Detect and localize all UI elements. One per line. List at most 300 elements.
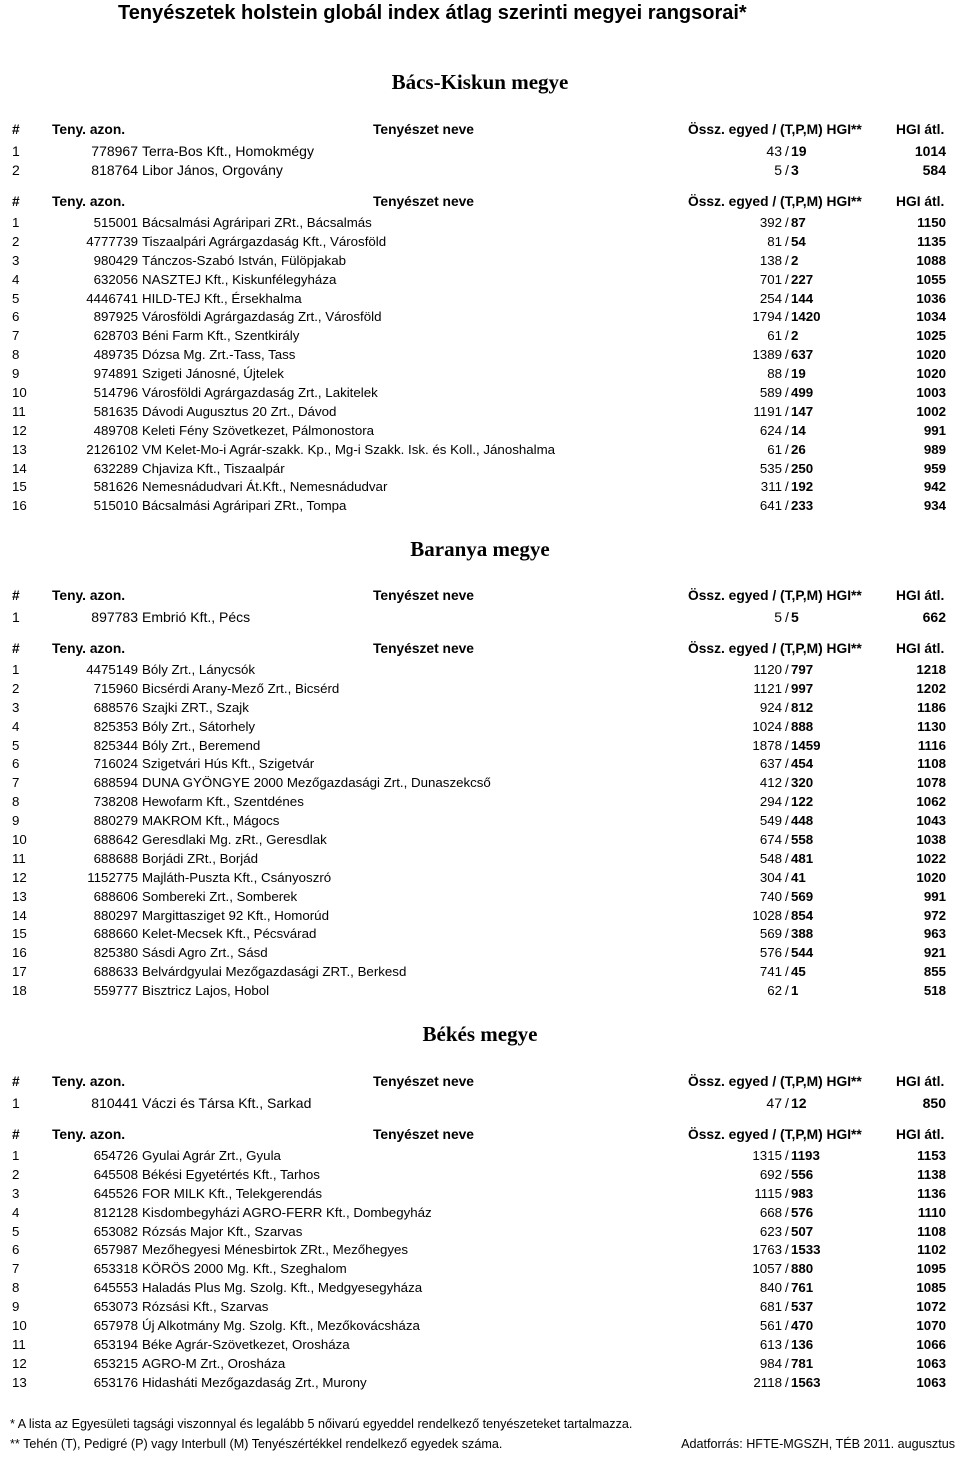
- table-row: [0, 850, 960, 869]
- row-separator: /: [785, 813, 789, 829]
- row-total: 294: [759, 794, 782, 810]
- row-rank: 3: [12, 699, 20, 715]
- row-total: 1057: [752, 1261, 782, 1277]
- row-rank: 4: [12, 718, 20, 734]
- row-hgi-avg: 1150: [917, 215, 946, 230]
- row-rank: 11: [12, 850, 26, 866]
- row-herd-name: MAKROM Kft., Mágocs: [142, 813, 280, 829]
- row-hgi-count: 144: [791, 290, 814, 306]
- row-separator: /: [785, 926, 789, 942]
- row-separator: /: [785, 1336, 789, 1352]
- table-row: [0, 327, 960, 346]
- row-hgi-avg: 855: [923, 964, 946, 980]
- row-separator: /: [785, 609, 789, 625]
- footnote-1: * A lista az Egyesületi tagsági viszonnyal és legalább 5 nőivarú egyeddel rendelkező tenyészeteket tartalmazza.: [10, 1417, 633, 1431]
- row-hgi-avg: 1020: [916, 366, 946, 382]
- row-hgi-count: 481: [791, 850, 814, 866]
- row-hgi-count: 388: [791, 926, 814, 942]
- row-rank: 11: [12, 403, 26, 419]
- row-separator: /: [785, 366, 789, 382]
- row-herd-name: Borjádi ZRt., Borjád: [142, 850, 259, 866]
- row-total: 5: [774, 609, 782, 625]
- row-herd-id: 514796: [93, 385, 138, 401]
- row-separator: /: [785, 479, 789, 495]
- row-separator: /: [785, 233, 789, 249]
- row-rank: 8: [12, 794, 20, 810]
- header-hgi-avg: HGI átl.: [896, 1127, 945, 1142]
- row-herd-id: 515010: [93, 498, 138, 514]
- table-row: [0, 907, 960, 926]
- row-hgi-avg: 959: [923, 460, 946, 476]
- row-separator: /: [785, 850, 789, 866]
- row-hgi-avg: 1088: [916, 252, 946, 268]
- table-row: [0, 290, 960, 309]
- row-separator: /: [785, 441, 789, 457]
- row-herd-id: 1152775: [87, 869, 138, 885]
- table-baranya-small: [0, 584, 960, 627]
- row-hgi-avg: 1055: [916, 271, 946, 287]
- table-row: [0, 718, 960, 737]
- row-rank: 4: [12, 1204, 20, 1220]
- row-rank: 18: [12, 983, 27, 999]
- row-hgi-avg: 1072: [916, 1299, 946, 1315]
- header-herd-name: Tenyészet neve: [373, 1074, 474, 1089]
- row-total: 1028: [752, 907, 782, 923]
- table-header: [0, 1070, 960, 1094]
- row-herd-id: 688606: [93, 888, 138, 904]
- row-hgi-count: 19: [791, 366, 806, 382]
- row-separator: /: [785, 718, 789, 734]
- row-hgi-avg: 1003: [916, 385, 946, 401]
- row-total: 2118: [753, 1374, 782, 1390]
- row-herd-id: 4777739: [86, 233, 138, 249]
- row-herd-id: 632056: [93, 271, 138, 287]
- table-row: [0, 1147, 960, 1166]
- row-total: 641: [759, 498, 782, 514]
- row-herd-name: Haladás Plus Mg. Szolg. Kft., Medgyesegyháza: [142, 1280, 423, 1296]
- row-hgi-avg: 1202: [916, 680, 946, 696]
- row-separator: /: [785, 775, 789, 791]
- row-rank: 8: [12, 347, 20, 363]
- row-herd-name: Békési Egyetértés Kft., Tarhos: [142, 1166, 320, 1182]
- row-hgi-avg: 1038: [916, 832, 946, 848]
- row-hgi-count: 983: [791, 1185, 814, 1201]
- row-herd-name: Margittasziget 92 Kft., Homorúd: [142, 907, 329, 923]
- row-rank: 2: [12, 1166, 20, 1182]
- row-herd-id: 688633: [93, 964, 138, 980]
- row-hgi-count: 2: [791, 252, 799, 268]
- table-row: [0, 982, 960, 1001]
- row-hgi-avg: 1022: [916, 850, 946, 866]
- row-rank: 14: [12, 907, 27, 923]
- header-hgi-avg: HGI átl.: [896, 588, 945, 603]
- section-title-baranya: Baranya megye: [410, 537, 550, 561]
- row-total: 1763: [752, 1242, 782, 1258]
- table-row: [0, 1336, 960, 1355]
- row-herd-id: 715960: [93, 680, 138, 696]
- row-total: 1120: [753, 662, 782, 677]
- row-hgi-avg: 662: [922, 609, 946, 625]
- row-total: 535: [759, 460, 782, 476]
- row-herd-name: Szigeti Jánosné, Újtelek: [142, 366, 284, 382]
- table-row: [0, 497, 960, 516]
- footnotes: [10, 1415, 955, 1455]
- row-total: 674: [759, 832, 782, 848]
- row-hgi-avg: 1116: [917, 737, 946, 753]
- row-herd-id: 653194: [93, 1336, 138, 1352]
- row-hgi-avg: 1108: [917, 1223, 946, 1239]
- row-herd-id: 897783: [91, 609, 138, 625]
- row-herd-name: VM Kelet-Mo-i Agrár-szakk. Kp., Mg-i Szakk. Isk. és Koll., Jánoshalma: [142, 441, 556, 457]
- row-rank: 1: [12, 1148, 20, 1163]
- row-separator: /: [785, 1355, 789, 1371]
- row-total: 576: [759, 945, 782, 961]
- table-row: [0, 1279, 960, 1298]
- row-hgi-count: 507: [791, 1223, 814, 1239]
- table-row: [0, 831, 960, 850]
- row-separator: /: [785, 422, 789, 438]
- row-hgi-count: 87: [791, 215, 806, 230]
- row-total: 623: [759, 1223, 782, 1239]
- row-separator: /: [785, 143, 789, 159]
- row-hgi-count: 14: [791, 422, 806, 438]
- row-hgi-count: 537: [791, 1299, 814, 1315]
- row-rank: 11: [12, 1336, 26, 1352]
- row-herd-name: Sásdi Agro Zrt., Sásd: [142, 945, 268, 961]
- row-hgi-count: 1533: [791, 1242, 821, 1258]
- row-separator: /: [785, 964, 789, 980]
- table-row: [0, 737, 960, 756]
- row-total: 548: [759, 850, 782, 866]
- row-total: 61: [767, 441, 782, 457]
- row-hgi-count: 5: [791, 609, 799, 625]
- row-separator: /: [785, 161, 789, 178]
- row-rank: 16: [12, 498, 27, 514]
- table-row: [0, 346, 960, 365]
- row-separator: /: [785, 907, 789, 923]
- row-herd-id: 654726: [93, 1148, 138, 1163]
- row-total: 61: [767, 328, 782, 344]
- row-hgi-count: 1193: [791, 1148, 820, 1163]
- row-hgi-avg: 1063: [916, 1355, 946, 1371]
- row-rank: 17: [12, 964, 27, 980]
- table-row: [0, 308, 960, 327]
- row-hgi-count: 558: [791, 832, 814, 848]
- row-rank: 6: [12, 1242, 20, 1258]
- row-herd-name: Dózsa Mg. Zrt.-Tass, Tass: [142, 347, 296, 363]
- row-rank: 5: [12, 290, 20, 306]
- header-rank: #: [12, 122, 20, 137]
- row-hgi-avg: 1102: [917, 1242, 946, 1258]
- row-hgi-avg: 1130: [917, 718, 946, 734]
- row-total: 701: [759, 271, 782, 287]
- row-herd-name: Nemesnádudvari Át.Kft., Nemesnádudvar: [142, 479, 388, 495]
- row-hgi-avg: 1034: [916, 309, 946, 325]
- row-total: 392: [759, 215, 782, 230]
- row-herd-id: 632289: [93, 460, 138, 476]
- row-rank: 14: [12, 460, 27, 476]
- row-herd-id: 688660: [93, 926, 138, 942]
- row-separator: /: [785, 385, 789, 401]
- row-hgi-count: 1: [791, 983, 799, 999]
- row-herd-id: 818764: [91, 161, 138, 178]
- row-hgi-count: 1563: [791, 1374, 821, 1390]
- row-separator: /: [785, 215, 789, 230]
- table-row: [0, 699, 960, 718]
- row-total: 1315: [752, 1148, 782, 1163]
- row-herd-name: DUNA GYÖNGYE 2000 Mezőgazdasági Zrt., Dunaszekcső: [142, 775, 491, 791]
- table-row: [0, 1094, 960, 1113]
- row-separator: /: [785, 1095, 789, 1111]
- row-hgi-count: 45: [791, 964, 806, 980]
- row-separator: /: [785, 1374, 789, 1390]
- row-herd-name: Szajki ZRT., Szajk: [142, 699, 249, 715]
- row-hgi-count: 448: [791, 813, 814, 829]
- row-herd-id: 974891: [93, 366, 138, 382]
- header-herd-name: Tenyészet neve: [373, 194, 474, 209]
- row-hgi-avg: 1110: [917, 1204, 946, 1220]
- row-herd-name: Béni Farm Kft., Szentkirály: [142, 328, 300, 344]
- row-total: 613: [759, 1336, 782, 1352]
- header-total-hgi: Össz. egyed / (T,P,M) HGI**: [688, 122, 862, 137]
- table-bekes-large: [0, 1123, 960, 1393]
- table-row: [0, 1298, 960, 1317]
- row-hgi-avg: 942: [923, 479, 946, 495]
- section-title-bekes: Békés megye: [422, 1022, 538, 1046]
- header-hgi-avg: HGI átl.: [896, 1074, 945, 1089]
- header-total-hgi: Össz. egyed / (T,P,M) HGI**: [688, 1074, 862, 1089]
- row-rank: 9: [12, 366, 20, 382]
- row-herd-id: 645508: [93, 1166, 138, 1182]
- table-row: [0, 1223, 960, 1242]
- header-hgi-avg: HGI átl.: [896, 122, 945, 137]
- header-total-hgi: Össz. egyed / (T,P,M) HGI**: [688, 588, 862, 603]
- row-hgi-count: 761: [791, 1280, 814, 1296]
- table-row: [0, 422, 960, 441]
- row-hgi-avg: 1085: [916, 1280, 946, 1296]
- row-separator: /: [785, 662, 789, 677]
- row-herd-name: Váczi és Társa Kft., Sarkad: [142, 1095, 312, 1111]
- header-total-hgi: Össz. egyed / (T,P,M) HGI**: [688, 1127, 862, 1142]
- row-herd-name: Majláth-Puszta Kft., Csányoszró: [142, 869, 332, 885]
- row-herd-id: 559777: [93, 983, 138, 999]
- row-separator: /: [785, 271, 789, 287]
- header-total-hgi: Össz. egyed / (T,P,M) HGI**: [688, 641, 862, 656]
- row-rank: 8: [12, 1280, 20, 1296]
- row-separator: /: [785, 1318, 789, 1334]
- row-total: 1191: [753, 403, 782, 419]
- row-total: 624: [759, 422, 782, 438]
- table-row: [0, 161, 960, 180]
- header-herd-name: Tenyészet neve: [373, 1127, 474, 1142]
- row-herd-id: 880279: [93, 813, 138, 829]
- row-total: 637: [759, 756, 782, 772]
- row-herd-name: Hewofarm Kft., Szentdénes: [142, 794, 304, 810]
- row-herd-name: Sombereki Zrt., Somberek: [142, 888, 298, 904]
- row-separator: /: [785, 756, 789, 772]
- row-hgi-count: 997: [791, 680, 814, 696]
- row-total: 740: [759, 888, 782, 904]
- table-row: [0, 460, 960, 479]
- row-hgi-count: 192: [791, 479, 814, 495]
- row-rank: 13: [12, 1374, 27, 1390]
- table-row: [0, 271, 960, 290]
- row-hgi-count: 556: [791, 1166, 814, 1182]
- row-herd-id: 688594: [93, 775, 138, 791]
- row-herd-name: Városföldi Agrárgazdaság Zrt., Lakitelek: [142, 385, 378, 401]
- table-row: [0, 661, 960, 680]
- row-herd-id: 810441: [91, 1095, 138, 1111]
- row-hgi-count: 781: [791, 1355, 814, 1371]
- row-hgi-avg: 1070: [916, 1318, 946, 1334]
- row-separator: /: [785, 1299, 789, 1315]
- row-hgi-avg: 1025: [916, 328, 946, 344]
- data-source: Adatforrás: HFTE-MGSZH, TÉB 2011. augusztus: [681, 1436, 955, 1451]
- table-row: [0, 478, 960, 497]
- row-herd-name: Bácsalmási Agráripari ZRt., Tompa: [142, 498, 347, 514]
- row-herd-name: Bisztricz Lajos, Hobol: [142, 983, 270, 999]
- row-separator: /: [785, 1242, 789, 1258]
- table-row: [0, 963, 960, 982]
- row-hgi-avg: 1153: [917, 1148, 946, 1163]
- row-herd-id: 688642: [93, 832, 138, 848]
- row-rank: 7: [12, 775, 20, 791]
- row-hgi-avg: 1136: [917, 1185, 946, 1201]
- header-herd-name: Tenyészet neve: [373, 588, 474, 603]
- row-herd-name: NASZTEJ Kft., Kiskunfélegyháza: [142, 271, 337, 287]
- row-rank: 15: [12, 479, 27, 495]
- row-total: 304: [759, 869, 782, 885]
- table-row: [0, 680, 960, 699]
- row-herd-id: 688576: [93, 699, 138, 715]
- row-total: 1121: [753, 680, 782, 696]
- row-total: 1115: [754, 1185, 782, 1201]
- row-hgi-count: 797: [791, 662, 814, 677]
- table-row: [0, 1185, 960, 1204]
- row-separator: /: [785, 1261, 789, 1277]
- row-separator: /: [785, 1185, 789, 1201]
- header-herd-id: Teny. azon.: [52, 122, 126, 137]
- row-total: 43: [766, 143, 782, 159]
- row-rank: 1: [12, 609, 20, 625]
- table-row: [0, 1355, 960, 1374]
- row-total: 561: [759, 1318, 782, 1334]
- row-herd-name: Bóly Zrt., Beremend: [142, 737, 261, 753]
- row-rank: 6: [12, 756, 20, 772]
- table-header: [0, 584, 960, 608]
- row-hgi-count: 250: [791, 460, 814, 476]
- table-bacs-kiskun-small: [0, 118, 960, 180]
- row-herd-id: 653215: [93, 1355, 138, 1371]
- header-herd-name: Tenyészet neve: [373, 641, 474, 656]
- row-herd-id: 645553: [93, 1280, 138, 1296]
- table-row: [0, 888, 960, 907]
- row-total: 1878: [752, 737, 782, 753]
- row-separator: /: [785, 1204, 789, 1220]
- footnote-2: [10, 1435, 955, 1455]
- row-rank: 1: [12, 662, 20, 677]
- row-separator: /: [785, 498, 789, 514]
- row-hgi-avg: 972: [923, 907, 946, 923]
- table-row: [0, 1166, 960, 1185]
- row-herd-id: 489735: [93, 347, 138, 363]
- row-herd-name: Embrió Kft., Pécs: [142, 609, 251, 625]
- row-herd-id: 980429: [93, 252, 138, 268]
- row-herd-name: Geresdlaki Mg. zRt., Geresdlak: [142, 832, 327, 848]
- table-row: [0, 755, 960, 774]
- header-herd-id: Teny. azon.: [52, 641, 126, 656]
- row-herd-id: 657987: [93, 1242, 138, 1258]
- row-hgi-count: 812: [791, 699, 814, 715]
- row-total: 984: [759, 1355, 782, 1371]
- row-separator: /: [785, 945, 789, 961]
- row-hgi-avg: 991: [923, 422, 946, 438]
- row-herd-id: 653176: [93, 1374, 138, 1390]
- header-herd-id: Teny. azon.: [52, 1127, 126, 1142]
- row-hgi-avg: 1014: [914, 143, 946, 159]
- row-hgi-count: 569: [791, 888, 814, 904]
- row-rank: 6: [12, 309, 20, 325]
- row-herd-name: Dávodi Augusztus 20 Zrt., Dávod: [142, 403, 337, 419]
- row-hgi-avg: 584: [922, 161, 946, 178]
- table-row: [0, 869, 960, 888]
- row-hgi-count: 12: [791, 1095, 807, 1111]
- row-rank: 5: [12, 737, 20, 753]
- row-hgi-avg: 1078: [916, 775, 946, 791]
- row-herd-name: FOR MILK Kft., Telekgerendás: [142, 1185, 323, 1201]
- row-hgi-count: 499: [791, 385, 814, 401]
- table-row: [0, 793, 960, 812]
- row-herd-id: 653082: [93, 1223, 138, 1239]
- section-title-bacs-kiskun: Bács-Kiskun megye: [391, 70, 569, 94]
- table-row: [0, 774, 960, 793]
- row-separator: /: [785, 1280, 789, 1296]
- table-row: [0, 1241, 960, 1260]
- row-herd-name: Gyulai Agrár Zrt., Gyula: [142, 1148, 281, 1163]
- row-herd-name: Chjaviza Kft., Tiszaalpár: [142, 460, 285, 476]
- table-row: [0, 1374, 960, 1393]
- header-rank: #: [12, 194, 20, 209]
- header-herd-name: Tenyészet neve: [373, 122, 474, 137]
- row-hgi-avg: 1108: [917, 756, 946, 772]
- row-herd-id: 628703: [93, 328, 138, 344]
- row-separator: /: [785, 1166, 789, 1182]
- row-hgi-avg: 1036: [916, 290, 946, 306]
- row-hgi-count: 136: [791, 1336, 814, 1352]
- header-rank: #: [12, 1127, 20, 1142]
- row-herd-id: 645526: [93, 1185, 138, 1201]
- row-rank: 13: [12, 888, 27, 904]
- row-total: 5: [774, 161, 782, 178]
- table-header: [0, 1123, 960, 1147]
- row-herd-id: 716024: [93, 756, 138, 772]
- table-row: [0, 1317, 960, 1336]
- row-herd-id: 653073: [93, 1299, 138, 1315]
- row-rank: 10: [12, 832, 27, 848]
- row-herd-name: Bácsalmási Agráripari ZRt., Bácsalmás: [142, 215, 372, 230]
- row-herd-id: 738208: [93, 794, 138, 810]
- table-row: [0, 441, 960, 460]
- row-total: 692: [759, 1166, 782, 1182]
- row-hgi-count: 637: [791, 347, 814, 363]
- row-hgi-count: 576: [791, 1204, 814, 1220]
- row-total: 668: [759, 1204, 782, 1220]
- row-separator: /: [785, 869, 789, 885]
- row-herd-name: Bicsérdi Arany-Mező Zrt., Bicsérd: [142, 680, 340, 696]
- row-herd-name: Hidasháti Mezőgazdaság Zrt., Murony: [142, 1374, 367, 1390]
- row-separator: /: [785, 1223, 789, 1239]
- table-row: [0, 944, 960, 963]
